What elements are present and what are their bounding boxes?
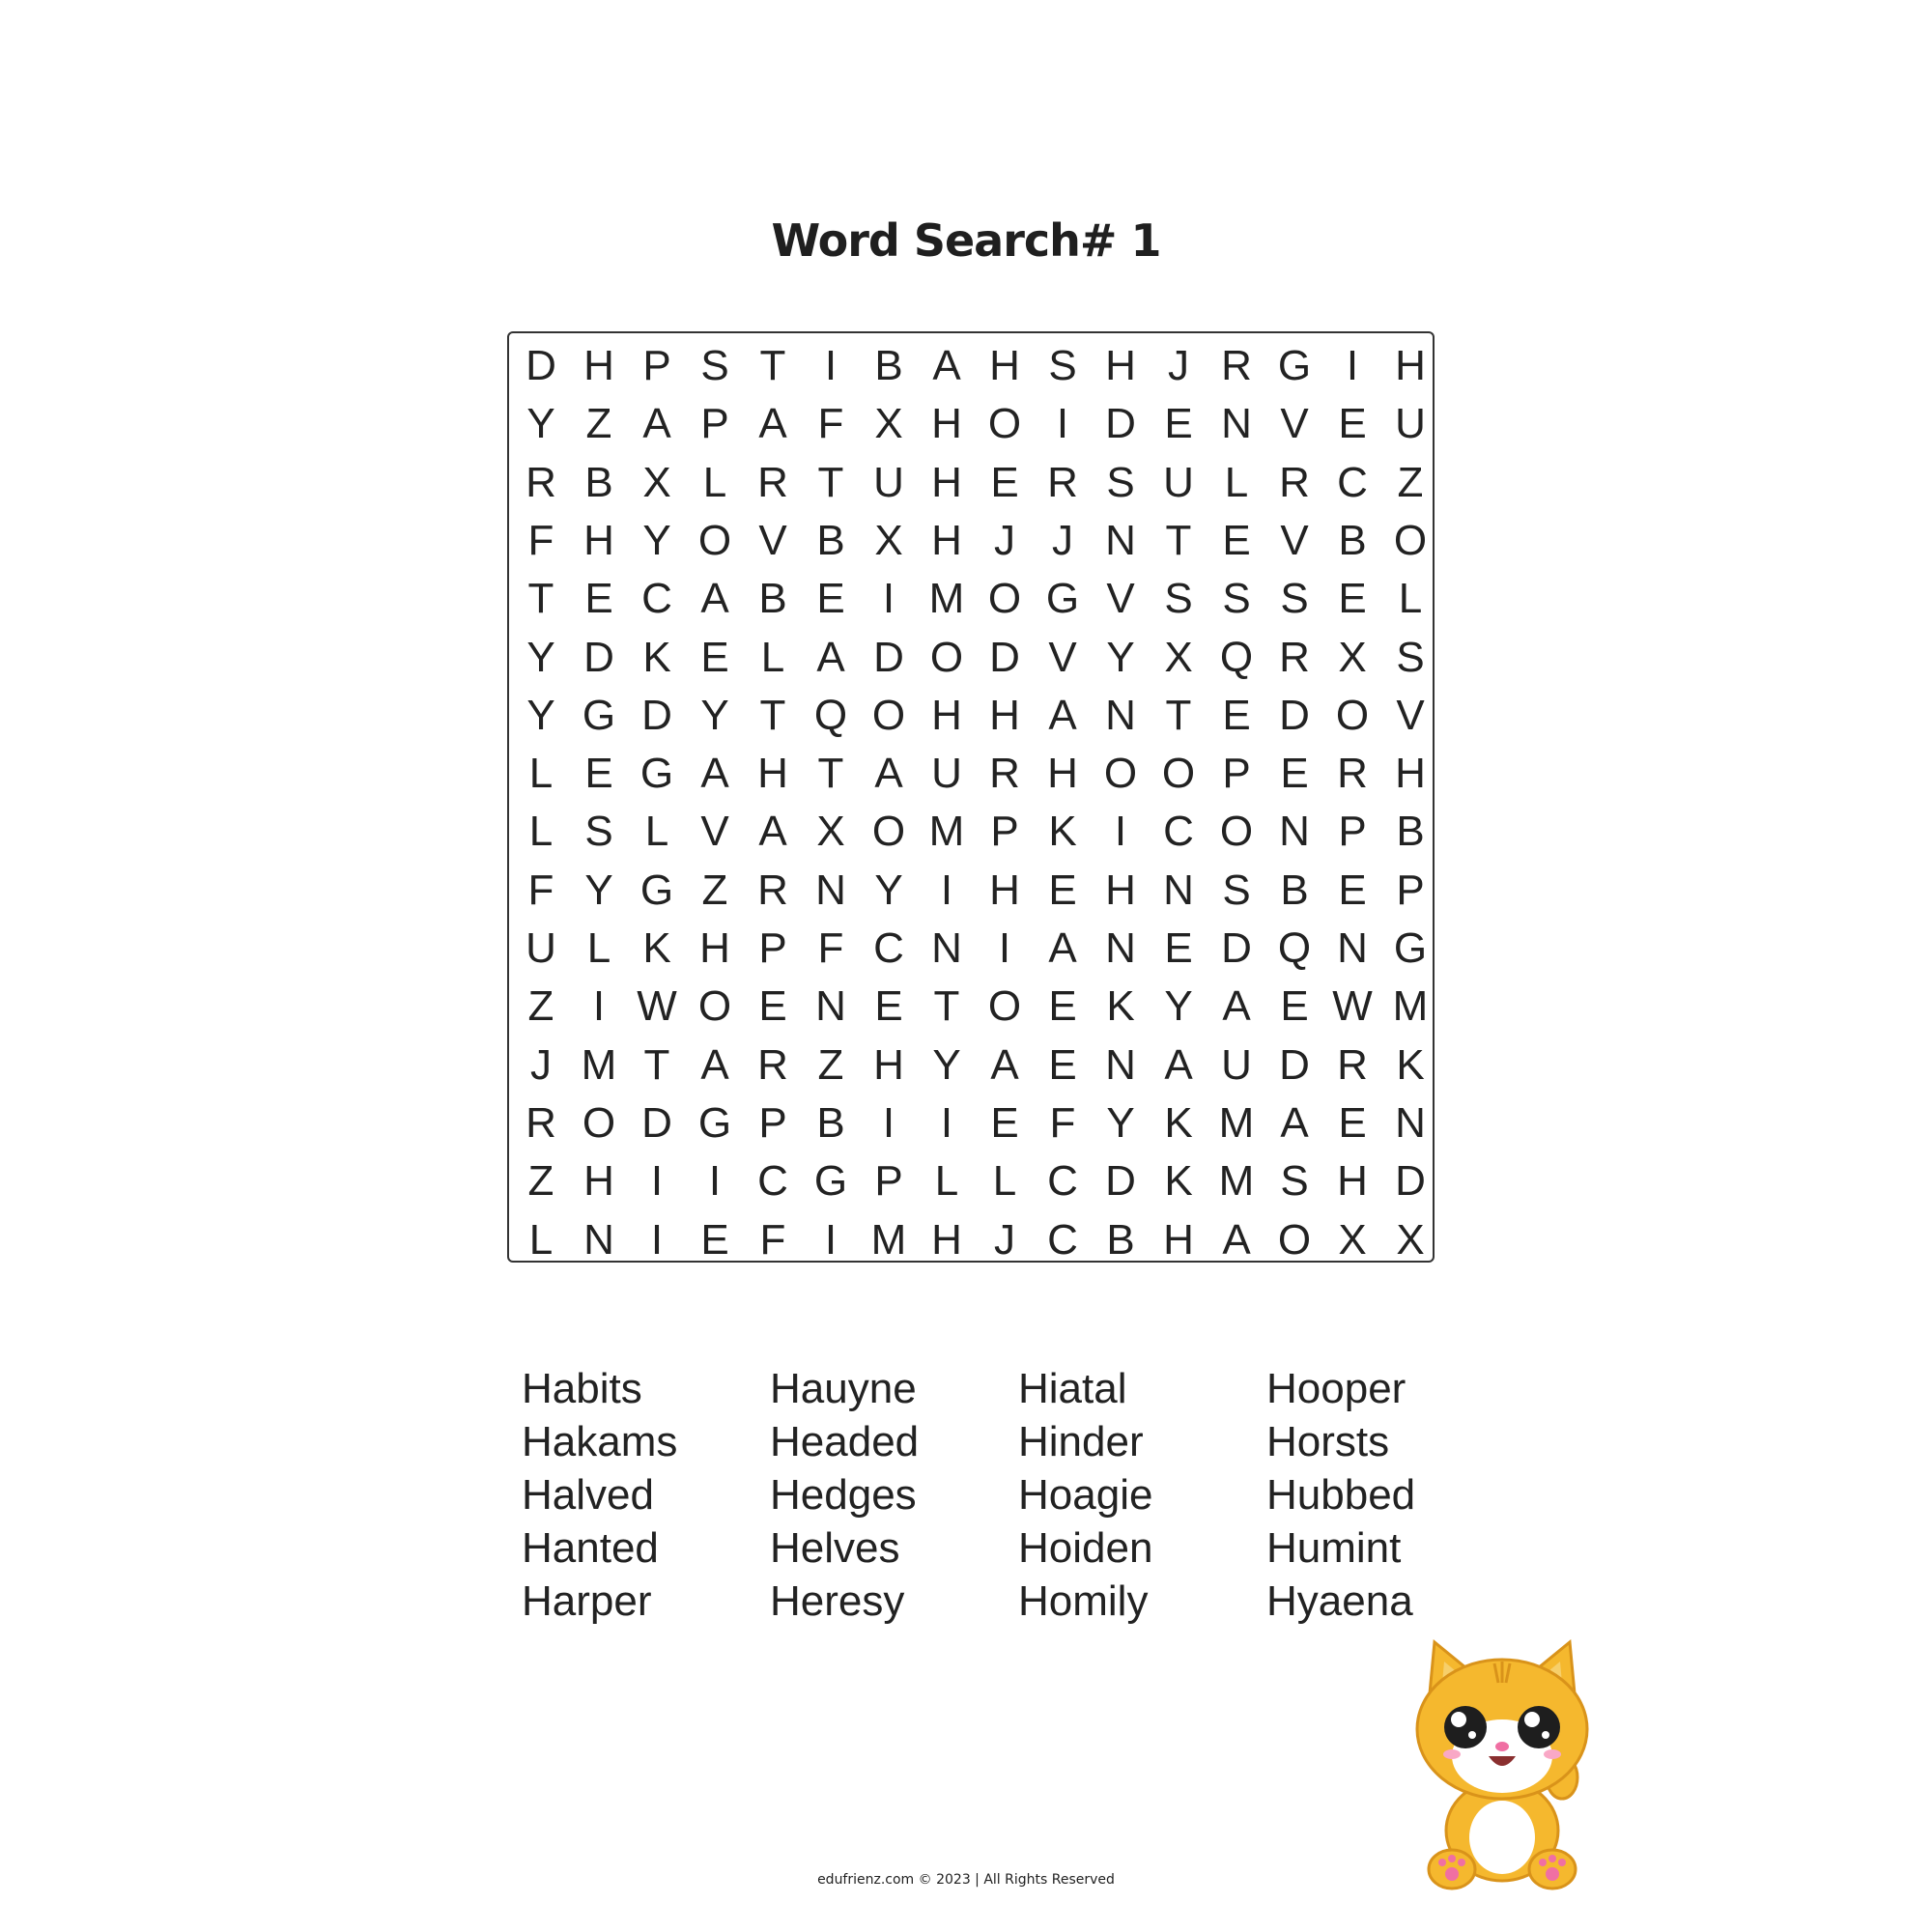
grid-letter: N: [1279, 808, 1310, 856]
word-list-item: Hiatal: [1018, 1365, 1127, 1412]
word-list-item: Hoiden: [1018, 1524, 1153, 1572]
grid-letter: A: [758, 400, 787, 448]
grid-letter: M: [870, 1215, 907, 1264]
grid-letter: C: [873, 924, 904, 972]
grid-letter: I: [1114, 808, 1127, 856]
grid-letter: N: [815, 866, 846, 914]
grid-letter: Y: [584, 866, 613, 914]
grid-letter: I: [1346, 342, 1359, 389]
grid-letter: O: [697, 982, 732, 1031]
grid-letter: S: [1280, 575, 1309, 623]
grid-letter: C: [641, 575, 672, 623]
grid-letter: A: [990, 1040, 1019, 1089]
grid-letter: L: [528, 808, 554, 856]
grid-letter: L: [1398, 575, 1423, 623]
word-list-item: Heresy: [770, 1577, 905, 1625]
grid-letter: M: [1218, 1098, 1255, 1147]
grid-letter: V: [1106, 575, 1135, 623]
grid-letter: S: [1222, 866, 1251, 914]
grid-letter: E: [1280, 982, 1309, 1031]
grid-letter: R: [757, 458, 788, 506]
grid-letter: E: [990, 1098, 1019, 1147]
grid-letter: V: [700, 808, 729, 856]
grid-letter: B: [584, 458, 613, 506]
grid-letter: O: [1161, 750, 1196, 798]
grid-letter: D: [583, 633, 614, 681]
grid-letter: E: [874, 982, 903, 1031]
grid-letter: S: [1164, 575, 1193, 623]
grid-letter: E: [1164, 924, 1193, 972]
grid-letter: X: [1338, 633, 1367, 681]
grid-letter: R: [1279, 458, 1310, 506]
grid-letter: E: [1338, 400, 1367, 448]
grid-letter: I: [940, 866, 953, 914]
grid-letter: O: [987, 400, 1022, 448]
grid-letter: O: [871, 691, 906, 739]
grid-letter: D: [1395, 1157, 1426, 1206]
grid-letter: I: [882, 575, 895, 623]
grid-letter: G: [697, 1098, 732, 1147]
grid-letter: E: [700, 1215, 729, 1264]
grid-letter: H: [873, 1040, 904, 1089]
grid-letter: N: [1105, 924, 1136, 972]
grid-letter: P: [642, 342, 671, 389]
grid-letter: B: [1106, 1215, 1135, 1264]
grid-letter: A: [1164, 1040, 1193, 1089]
grid-letter: G: [1277, 342, 1312, 389]
grid-letter: V: [758, 516, 787, 564]
grid-letter: N: [1105, 516, 1136, 564]
page-title: Word Search# 1: [771, 214, 1161, 267]
grid-letter: H: [931, 1215, 962, 1264]
grid-letter: L: [644, 808, 669, 856]
grid-letter: R: [757, 866, 788, 914]
grid-letter: H: [989, 691, 1020, 739]
grid-letter: B: [1280, 866, 1309, 914]
grid-letter: E: [1222, 691, 1251, 739]
grid-letter: Z: [1397, 458, 1424, 506]
grid-letter: V: [1396, 691, 1425, 739]
grid-letter: Z: [527, 1157, 554, 1206]
grid-letter: X: [816, 808, 845, 856]
grid-letter: D: [526, 342, 556, 389]
grid-letter: K: [1106, 982, 1135, 1031]
grid-letter: T: [817, 750, 844, 798]
grid-letter: I: [650, 1157, 664, 1206]
grid-letter: E: [584, 750, 613, 798]
grid-letter: E: [1280, 750, 1309, 798]
grid-letter: R: [526, 1098, 556, 1147]
word-list-item: Hubbed: [1266, 1471, 1416, 1519]
grid-letter: I: [1056, 400, 1069, 448]
grid-letter: I: [882, 1098, 895, 1147]
grid-letter: H: [1105, 342, 1136, 389]
grid-letter: N: [1105, 691, 1136, 739]
grid-letter: Z: [527, 982, 554, 1031]
grid-letter: X: [874, 400, 903, 448]
grid-letter: N: [815, 982, 846, 1031]
grid-letter: G: [639, 866, 674, 914]
grid-letter: H: [583, 342, 614, 389]
grid-letter: A: [1222, 982, 1251, 1031]
grid-letter: K: [642, 924, 671, 972]
grid-letter: H: [583, 1157, 614, 1206]
word-list-item: Helves: [770, 1524, 900, 1572]
grid-letter: V: [1280, 400, 1309, 448]
word-list-item: Hakams: [522, 1418, 678, 1465]
grid-letter: N: [1395, 1098, 1426, 1147]
grid-letter: C: [1047, 1157, 1078, 1206]
grid-letter: D: [1105, 400, 1136, 448]
grid-letter: O: [987, 982, 1022, 1031]
grid-letter: X: [1396, 1215, 1425, 1264]
grid-letter: H: [931, 400, 962, 448]
grid-letter: J: [530, 1040, 552, 1089]
grid-letter: A: [700, 1040, 729, 1089]
grid-letter: U: [1163, 458, 1194, 506]
grid-letter: X: [1338, 1215, 1367, 1264]
grid-letter: U: [1395, 400, 1426, 448]
grid-letter: E: [1048, 1040, 1077, 1089]
grid-letter: I: [824, 342, 838, 389]
word-list-item: Hoagie: [1018, 1471, 1153, 1519]
grid-letter: J: [1168, 342, 1189, 389]
grid-letter: O: [1219, 808, 1254, 856]
grid-letter: S: [700, 342, 729, 389]
grid-letter: O: [1393, 516, 1428, 564]
grid-letter: E: [1222, 516, 1251, 564]
grid-letter: P: [758, 924, 787, 972]
grid-letter: Z: [701, 866, 728, 914]
word-list-item: Hauyne: [770, 1365, 917, 1412]
grid-letter: L: [1224, 458, 1249, 506]
grid-letter: U: [1221, 1040, 1252, 1089]
grid-letter: Y: [932, 1040, 961, 1089]
grid-letter: B: [874, 342, 903, 389]
grid-letter: N: [931, 924, 962, 972]
grid-letter: H: [1105, 866, 1136, 914]
grid-letter: F: [817, 400, 844, 448]
word-list-item: Hanted: [522, 1524, 659, 1572]
word-list-item: Habits: [522, 1365, 642, 1412]
grid-letter: T: [759, 691, 786, 739]
grid-letter: I: [708, 1157, 722, 1206]
grid-letter: T: [643, 1040, 670, 1089]
grid-letter: J: [994, 516, 1015, 564]
grid-letter: O: [582, 1098, 616, 1147]
grid-letter: L: [992, 1157, 1017, 1206]
grid-letter: E: [1338, 866, 1367, 914]
grid-letter: X: [642, 458, 671, 506]
grid-letter: E: [1338, 1098, 1367, 1147]
grid-letter: M: [581, 1040, 617, 1089]
grid-letter: V: [1280, 516, 1309, 564]
grid-letter: K: [1048, 808, 1077, 856]
grid-letter: D: [1221, 924, 1252, 972]
word-list-item: Hooper: [1266, 1365, 1406, 1412]
grid-letter: H: [931, 458, 962, 506]
grid-letter: O: [929, 633, 964, 681]
grid-letter: U: [526, 924, 556, 972]
grid-letter: B: [758, 575, 787, 623]
word-list-item: Humint: [1266, 1524, 1402, 1572]
grid-letter: P: [990, 808, 1019, 856]
grid-letter: O: [1103, 750, 1138, 798]
grid-letter: I: [998, 924, 1011, 972]
grid-letter: H: [757, 750, 788, 798]
grid-letter: R: [989, 750, 1020, 798]
grid-letter: W: [1332, 982, 1373, 1031]
word-list-item: Homily: [1018, 1577, 1149, 1625]
grid-letter: X: [874, 516, 903, 564]
grid-letter: H: [699, 924, 730, 972]
word-list-item: Headed: [770, 1418, 920, 1465]
grid-letter: N: [1337, 924, 1368, 972]
word-list-column: [1266, 1362, 1508, 1628]
word-list-item: Hedges: [770, 1471, 917, 1519]
grid-letter: N: [583, 1215, 614, 1264]
grid-letter: O: [871, 808, 906, 856]
grid-letter: H: [931, 691, 962, 739]
grid-letter: L: [702, 458, 727, 506]
grid-letter: A: [700, 750, 729, 798]
grid-letter: A: [700, 575, 729, 623]
grid-letter: Y: [642, 516, 671, 564]
grid-letter: F: [817, 924, 844, 972]
grid-letter: D: [1279, 691, 1310, 739]
word-list-column: [1018, 1362, 1260, 1628]
grid-letter: P: [1222, 750, 1251, 798]
grid-letter: K: [1164, 1098, 1193, 1147]
right-eye: [1518, 1706, 1560, 1748]
grid-letter: Z: [585, 400, 612, 448]
grid-letter: D: [1279, 1040, 1310, 1089]
grid-letter: C: [1337, 458, 1368, 506]
grid-letter: R: [526, 458, 556, 506]
grid-letter: H: [931, 516, 962, 564]
grid-letter: R: [1221, 342, 1252, 389]
grid-letter: M: [1218, 1157, 1255, 1206]
grid-letter: U: [873, 458, 904, 506]
grid-letter: G: [1393, 924, 1428, 972]
word-list-item: Harper: [522, 1577, 652, 1625]
grid-letter: D: [873, 633, 904, 681]
grid-letter: B: [1338, 516, 1367, 564]
word-list-item: Hyaena: [1266, 1577, 1413, 1625]
grid-letter: O: [987, 575, 1022, 623]
word-list-column: [522, 1362, 763, 1628]
grid-letter: C: [1047, 1215, 1078, 1264]
grid-letter: D: [641, 691, 672, 739]
grid-letter: F: [527, 866, 554, 914]
grid-letter: K: [1164, 1157, 1193, 1206]
left-eye: [1444, 1706, 1487, 1748]
grid-letter: I: [592, 982, 606, 1031]
grid-letter: T: [759, 342, 786, 389]
grid-letter: O: [697, 516, 732, 564]
grid-letter: L: [934, 1157, 959, 1206]
grid-letter: E: [584, 575, 613, 623]
grid-letter: A: [1222, 1215, 1251, 1264]
grid-letter: I: [824, 1215, 838, 1264]
grid-letter: D: [989, 633, 1020, 681]
grid-letter: T: [527, 575, 554, 623]
grid-letter: A: [1048, 924, 1077, 972]
grid-letter: Y: [1106, 1098, 1135, 1147]
grid-letter: G: [1045, 575, 1080, 623]
word-list-item: Halved: [522, 1471, 654, 1519]
grid-letter: B: [1396, 808, 1425, 856]
grid-letter: N: [1221, 400, 1252, 448]
grid-letter: E: [1164, 400, 1193, 448]
grid-letter: K: [1396, 1040, 1425, 1089]
word-list: [522, 1362, 1526, 1642]
grid-letter: M: [928, 575, 965, 623]
word-search-grid: [507, 331, 1435, 1263]
grid-letter: S: [1106, 458, 1135, 506]
word-list-item: Horsts: [1266, 1418, 1390, 1465]
grid-letter: D: [1105, 1157, 1136, 1206]
grid-letter: A: [642, 400, 671, 448]
grid-letter: Y: [700, 691, 729, 739]
grid-letter: C: [1163, 808, 1194, 856]
grid-letter: S: [1048, 342, 1077, 389]
grid-letter: R: [1047, 458, 1078, 506]
grid-letter: M: [1392, 982, 1429, 1031]
grid-letter: T: [1165, 691, 1192, 739]
grid-letter: P: [758, 1098, 787, 1147]
grid-letter: Y: [526, 633, 555, 681]
grid-letter: N: [1163, 866, 1194, 914]
grid-letter: G: [813, 1157, 848, 1206]
grid-letter: L: [528, 1215, 554, 1264]
grid-letter: H: [989, 342, 1020, 389]
grid-letter: Y: [526, 400, 555, 448]
grid-letter: F: [759, 1215, 786, 1264]
grid-letter: S: [1222, 575, 1251, 623]
grid-letter: X: [1164, 633, 1193, 681]
grid-letter: A: [874, 750, 903, 798]
grid-letter: E: [1338, 575, 1367, 623]
word-list-item: Hinder: [1018, 1418, 1144, 1465]
grid-letter: F: [1049, 1098, 1076, 1147]
grid-letter: H: [1337, 1157, 1368, 1206]
grid-letter: J: [994, 1215, 1015, 1264]
grid-letter: A: [758, 808, 787, 856]
grid-letter: Z: [817, 1040, 844, 1089]
grid-letter: D: [641, 1098, 672, 1147]
grid-letter: S: [584, 808, 613, 856]
grid-letter: B: [816, 1098, 845, 1147]
grid-letter: H: [1395, 750, 1426, 798]
grid-letter: A: [816, 633, 845, 681]
grid-letter: M: [928, 808, 965, 856]
grid-letter: E: [700, 633, 729, 681]
grid-letter: H: [1395, 342, 1426, 389]
grid-letter: O: [1335, 691, 1370, 739]
grid-letter: Y: [526, 691, 555, 739]
grid-letter: H: [1047, 750, 1078, 798]
grid-letter: Q: [1277, 924, 1312, 972]
grid-letter: P: [874, 1157, 903, 1206]
grid-letter: L: [586, 924, 611, 972]
kitten-mascot-icon: [1406, 1633, 1599, 1893]
grid-letter: C: [757, 1157, 788, 1206]
grid-letter: U: [931, 750, 962, 798]
mascot-belly: [1469, 1801, 1535, 1874]
grid-letter: V: [1048, 633, 1077, 681]
grid-letter: Y: [1164, 982, 1193, 1031]
grid-letter: T: [933, 982, 960, 1031]
grid-letter: E: [758, 982, 787, 1031]
grid-letter: Q: [813, 691, 848, 739]
grid-letter: I: [650, 1215, 664, 1264]
grid-letter: P: [1396, 866, 1425, 914]
grid-letter: S: [1396, 633, 1425, 681]
grid-letter: Y: [1106, 633, 1135, 681]
grid-letter: E: [1048, 982, 1077, 1031]
grid-letter: F: [527, 516, 554, 564]
grid-letter: E: [1048, 866, 1077, 914]
grid-letter: O: [1277, 1215, 1312, 1264]
grid-letter: A: [1048, 691, 1077, 739]
grid-letter: T: [817, 458, 844, 506]
grid-letter: A: [1280, 1098, 1309, 1147]
grid-letter: R: [1337, 750, 1368, 798]
grid-letter: W: [637, 982, 677, 1031]
grid-letter: G: [582, 691, 616, 739]
grid-letter: A: [932, 342, 961, 389]
grid-letter: R: [1279, 633, 1310, 681]
grid-letter: L: [760, 633, 785, 681]
grid-letter: T: [1165, 516, 1192, 564]
grid-letter: N: [1105, 1040, 1136, 1089]
grid-letter: R: [1337, 1040, 1368, 1089]
grid-letter: P: [700, 400, 729, 448]
mascot-nose: [1495, 1742, 1509, 1751]
grid-letter: I: [940, 1098, 953, 1147]
grid-letter: H: [1163, 1215, 1194, 1264]
grid-letter: S: [1280, 1157, 1309, 1206]
grid-letter: Y: [874, 866, 903, 914]
grid-letter: K: [642, 633, 671, 681]
grid-letter: E: [816, 575, 845, 623]
copyright-footer: edufrienz.com © 2023 | All Rights Reserved: [817, 1872, 1115, 1888]
grid-letter: G: [639, 750, 674, 798]
grid-letter: P: [1338, 808, 1367, 856]
grid-letter: E: [990, 458, 1019, 506]
grid-letter: Q: [1219, 633, 1254, 681]
grid-letter: R: [757, 1040, 788, 1089]
grid-letter: J: [1052, 516, 1073, 564]
grid-letter: H: [583, 516, 614, 564]
grid-letter: H: [989, 866, 1020, 914]
word-list-column: [770, 1362, 1011, 1628]
grid-letter: L: [528, 750, 554, 798]
grid-letter: B: [816, 516, 845, 564]
